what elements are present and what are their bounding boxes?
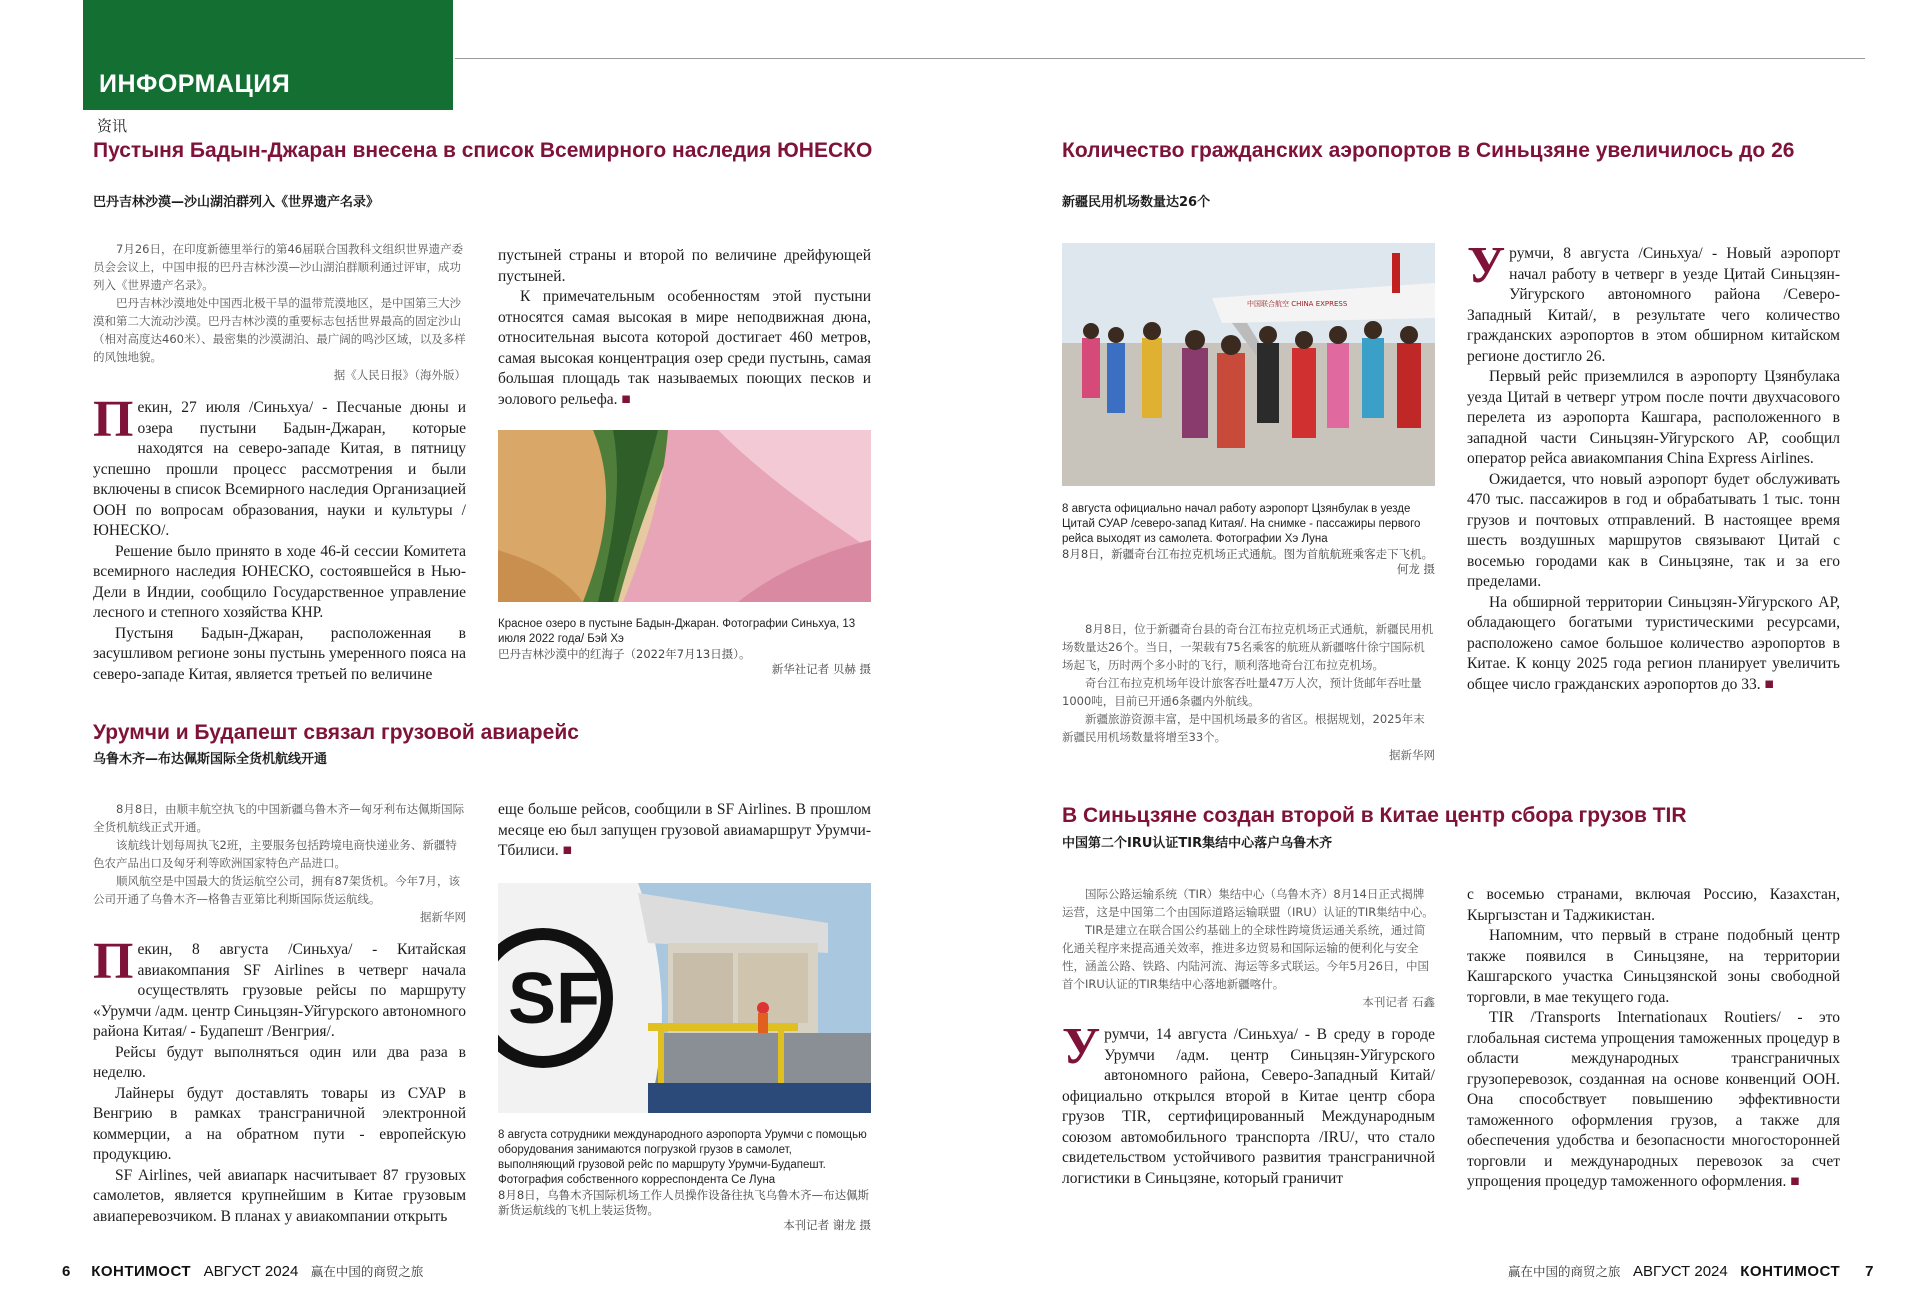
article2-ru-p1-text: екин, 8 августа /Синьхуа/ - Китайская авиакомпания SF Airlines в четверг начала осуществлять грузовые рейсы по маршруту «Урумчи /адм. центр Синьцзян-Уйгурского автономного района Китая/ - Будапешт /Венгрия/. — [93, 941, 466, 1040]
article1-caption-cn: 巴丹吉林沙漠中的红海子（2022年7月13日摄）。 — [498, 647, 751, 661]
slogan-cn-right: 赢在中国的商贸之旅 — [1508, 1264, 1621, 1279]
article3-ru-p4 — [1467, 593, 1840, 696]
article3-headline: Количество гражданских аэропортов в Синьцзяне увеличилось до 26 — [1062, 139, 1795, 162]
issue-date-right: АВГУСТ 2024 — [1633, 1263, 1728, 1280]
article3-caption-cn: 8月8日，新疆奇台江布拉克机场正式通航。图为首航航班乘客走下飞机。 — [1062, 547, 1434, 561]
article2-ru-p1 — [93, 933, 466, 1043]
article3-caption-ru: 8 августа официально начал работу аэропорт Цзянбулак в уезде Цитай СУАР /северо-запад Китая/. На снимке - пассажиры первого рейса выходят из самолета. Фотографии Хэ Луна — [1062, 503, 1421, 545]
article1-ru-p4-text: К примечательным особенностям этой пустыни относятся самая высокая в мире неподвижная дюна, относительная высота которой достигает 460 метров, самая высокая концентрация озер среди пустынь, самая большая площадь так называемых поющих песков и эолового рельефа. — [498, 288, 871, 408]
article3-cn-credit: 据新华网 — [1389, 748, 1435, 762]
article1-ru-p4 — [498, 287, 871, 410]
article1-ru-p3-cont: пустыней страны и второй по величине дрейфующей пустыней. — [498, 247, 871, 285]
article3-ru-p3: Ожидается, что новый аэропорт будет обслуживать 470 тыс. пассажиров в год и обрабатывать 1 тыс. тонн грузов и почтовых отправлений. В настоящее время шесть воздушных маршрутов связывают Цитай с восемью городами как в Синьцзяне, так и за его пределами. — [1467, 470, 1840, 590]
plane-livery-text: 中国联合航空 CHINA EXPRESS — [1247, 300, 1348, 308]
article4-ru-p3 — [1467, 1008, 1840, 1193]
article2-photo-cargo — [498, 883, 871, 1113]
article1-ru-p1 — [93, 391, 466, 542]
article1-ru-p2: Решение было принято в ходе 46-й сессии Комитета всемирного наследия ЮНЕСКО, состоявшейся в Нью-Дели в Индии, сообщило Государственное управление лесного и степного хозяйства КНР. — [93, 542, 466, 621]
airport-image — [1062, 243, 1435, 486]
article3-cn-p2: 奇台江布拉克机场年设计旅客吞吐量47万人次，预计货邮年吞吐量1000吨，目前已开通6条疆内外航线。 — [1062, 676, 1422, 708]
article2-caption-ru: 8 августа сотрудники международного аэропорта Урумчи с помощью оборудования занимаются погрузкой грузов в самолет, выполняющий грузовой рейс по маршруту Урумчи-Будапешт. Фотография собственного корреспондента Се Луна — [498, 1129, 867, 1186]
top-rule — [455, 58, 1865, 59]
issue-date: АВГУСТ 2024 — [203, 1263, 299, 1280]
article4-dropcap: У — [1062, 1018, 1101, 1075]
article2-cn-p3: 顺风航空是中国最大的货运航空公司，拥有87架货机。今年7月，该公司开通了乌鲁木齐—格鲁吉亚第比利斯国际货运航线。 — [93, 874, 460, 906]
article3-photo-caption — [1062, 502, 1435, 577]
article2-ru-p4-cont — [498, 800, 871, 862]
article4-end-mark: ■ — [1790, 1173, 1800, 1190]
article3-col1 — [1062, 620, 1435, 764]
article3-photo-airport — [1062, 243, 1435, 486]
article4-cn-p2: TIR是建立在联合国公约基础上的全球性跨境货运通关系统，通过简化通关程序来提高通关效率，推进多边贸易和国际运输的便利化与安全性，涵盖公路、铁路、内陆河流、海运等多式联运。今年5月26日，中国首个IRU认证的TIR集结中心落地新疆喀什。 — [1062, 923, 1429, 991]
article4-ru-p1-cont: с восемью странами, включая Россию, Казахстан, Кыргызстан и Таджикистан. — [1467, 886, 1840, 924]
article3-subhead-cn: 新疆民用机场数量达26个 — [1062, 195, 1211, 210]
article3-col2 — [1467, 237, 1840, 695]
article3-photo-credit: 何龙 摄 — [1396, 562, 1435, 576]
right-page — [960, 0, 1920, 1303]
article1-col1 — [93, 240, 466, 685]
article1-photo-red-lake — [498, 430, 871, 602]
left-page-number: 6 — [62, 1263, 71, 1280]
article1-subhead-cn: 巴丹吉林沙漠—沙山湖泊群列入《世界遗产名录》 — [93, 195, 380, 210]
article1-photo-credit: 新华社记者 贝赫 摄 — [771, 662, 871, 676]
article3-end-mark: ■ — [1764, 675, 1774, 693]
sf-logo-text: SF — [508, 959, 601, 1039]
magazine-name-right: КОНТИМОСТ — [1740, 1263, 1841, 1280]
article3-ru-p1 — [1467, 237, 1840, 367]
article4-ru-p2: Напомним, что первый в стране подобный центр также появился в Синьцзяне, на территории Кашгарского участка Синьцзянской зоны свободной торговли, в мае текущего года. — [1467, 927, 1840, 1006]
article2-ru-p3: Лайнеры будут доставлять товары из СУАР в Венгрию в рамках трансграничной электронной коммерции, а на обратном пути - европейскую продукцию. — [93, 1084, 466, 1163]
article2-caption-cn: 8月8日，乌鲁木齐国际机场工作人员操作设备往执飞乌鲁木齐—布达佩斯新货运航线的飞机上装运货物。 — [498, 1188, 870, 1217]
article1-end-mark: ■ — [621, 390, 631, 408]
article3-cn-p3: 新疆旅游资源丰富，是中国机场最多的省区。根据规划，2025年末新疆民用机场数量将增至33个。 — [1062, 712, 1425, 744]
article2-ru-p4-cont-text: еще больше рейсов, сообщили в SF Airlines. В прошлом месяце ею был запущен грузовой авиамаршрут Урумчи-Тбилиси. — [498, 801, 871, 859]
red-lake-image — [498, 430, 871, 602]
footer-left — [62, 1262, 423, 1280]
article4-ru-p1 — [1062, 1018, 1435, 1189]
article2-subhead-cn: 乌鲁木齐—布达佩斯国际全货机航线开通 — [93, 752, 328, 767]
article1-dropcap: П — [93, 391, 134, 448]
right-page-number: 7 — [1865, 1263, 1874, 1280]
article2-cn-p1: 8月8日，由顺丰航空执飞的中国新疆乌鲁木齐—匈牙利布达佩斯国际全货机航线正式开通。 — [93, 802, 465, 834]
article1-ru-p1-text: екин, 27 июля /Синьхуа/ - Песчаные дюны и озера пустыни Бадын-Джаран, которые находятся на северо-западе Китая, в пятницу успешно прошли процесс рассмотрения и были включены в список Всемирного наследия Организацией ООН по вопросам образования, науки и культуры /ЮНЕСКО/. — [93, 399, 466, 539]
article3-cn-p1: 8月8日，位于新疆奇台县的奇台江布拉克机场正式通航，新疆民用机场数量达26个。当日，一架载有75名乘客的航班从新疆喀什徐宁国际机场起飞，历时两个多小时的飞行，顺利落地奇台江布拉克机场。 — [1062, 622, 1434, 672]
article4-subhead-cn: 中国第二个IRU认证TIR集结中心落户乌鲁木齐 — [1062, 836, 1333, 851]
article1-photo-caption — [498, 617, 871, 677]
article1-ru-p3: Пустыня Бадын-Джаран, расположенная в засушливом регионе зоны пустынь умеренного пояса на северо-западе Китая, является третьей по величине — [93, 624, 466, 683]
article2-ru-p2: Рейсы будут выполняться один или два раза в неделю. — [93, 1043, 466, 1081]
slogan-cn: 赢在中国的商贸之旅 — [310, 1264, 424, 1279]
article4-col1 — [1062, 885, 1435, 1189]
article1-cn-p2: 巴丹吉林沙漠地处中国西北极干旱的温带荒漠地区，是中国第三大沙漠和第二大流动沙漠。巴丹吉林沙漠的重要标志包括世界最高的固定沙山（相对高度达460米）、最密集的沙漠湖泊、最广阔的鸣沙区域，以及多样的风蚀地貌。 — [93, 296, 466, 364]
article1-cn-credit: 据《人民日报》（海外版） — [333, 368, 466, 382]
article4-cn-p1: 国际公路运输系统（TIR）集结中心（乌鲁木齐）8月14日正式揭牌运营，这是中国第二个由国际道路运输联盟（IRU）认证的TIR集结中心。 — [1062, 887, 1434, 919]
article1-cn-p1: 7月26日，在印度新德里举行的第46届联合国教科文组织世界遗产委员会会议上，中国申报的巴丹吉林沙漠—沙山湖泊群顺利通过评审，成功列入《世界遗产名录》。 — [93, 242, 464, 292]
article2-ru-p4: SF Airlines, чей авиапарк насчитывает 87 грузовых самолетов, является крупнейшим в Китае грузовым авиаперевозчиком. В планах у авиакомпании открыть — [93, 1166, 466, 1225]
footer-right — [1508, 1262, 1874, 1280]
article2-col2 — [498, 800, 871, 862]
article1-caption-ru: Красное озеро в пустыне Бадын-Джаран. Фотографии Синьхуа, 13 июля 2022 года/ Бэй Хэ — [498, 618, 856, 645]
article3-dropcap: У — [1467, 237, 1506, 294]
article2-col1 — [93, 800, 466, 1227]
article4-ru-p1-text: румчи, 14 августа /Синьхуа/ - В среду в городе Урумчи /адм. центр Синьцзян-Уйгурского автономного района, Северо-Западный Китай/ официально открылся второй в Китае центр сбора грузов TIR, сертифицированный Международным союзом автомобильного транспорта /IRU/, что стало свидетельством устойчивого развития трансграничной логистики в Синьцзяне, который граничит — [1062, 1026, 1435, 1187]
article2-cn-credit: 据新华网 — [420, 910, 466, 924]
section-title-bar: ИНФОРМАЦИЯ — [83, 0, 453, 110]
article4-ru-p3-text: TIR /Transports Internationaux Routiers/ - это глобальная система упрощения таможенных процедур в области международных трансграничных грузоперевозок, созданная на основе конвенций ООН. Она способствует повышению эффективности таможенного оформления грузов, а также для обеспечения удобства и безопасности многосторонней торговли и международных перевозок за счет упрощения процедур таможенного оформления. — [1467, 1009, 1840, 1190]
section-subtitle-cn: 资讯 — [97, 117, 128, 135]
article3-ru-p2: Первый рейс приземлился в аэропорту Цзянбулака уезда Цитай в четверг утром после почти двухчасового перелета из аэропорта Кашгара, расположенного в западной части Синьцзян-Уйгурского АР, сообщил оператор рейса авиакомпания China Express Airlines. — [1467, 368, 1840, 467]
article4-headline: В Синьцзяне создан второй в Китае центр сбора грузов TIR — [1062, 804, 1687, 827]
article4-cn-credit: 本刊记者 石鑫 — [1362, 995, 1435, 1009]
article4-col2 — [1467, 885, 1840, 1193]
article3-ru-p4-text: На обширной территории Синьцзян-Уйгурского АР, обладающего богатыми туристическими ресурсами, расположено самое большое количество аэропортов в Китае. К концу 2025 года регион планирует увеличить общее число гражданских аэропортов до 33. — [1467, 593, 1840, 693]
cargo-plane-image — [498, 883, 871, 1113]
article1-col2 — [498, 246, 871, 410]
article2-headline: Урумчи и Будапешт связал грузовой авиарейс — [93, 721, 579, 744]
article2-dropcap: П — [93, 933, 134, 990]
article2-end-mark: ■ — [562, 842, 572, 859]
article3-ru-p1-text: румчи, 8 августа /Синьхуа/ - Новый аэропорт начал работу в четверг в уезде Цитай Синьцзян-Уйгурского автономного района /Северо-Западный Китай/, в результате чего количество гражданских аэропортов в этом обширном китайском регионе достигло 26. — [1467, 245, 1840, 365]
article2-photo-caption — [498, 1128, 871, 1233]
article2-cn-p2: 该航线计划每周执飞2班，主要服务包括跨境电商快递业务、新疆特色农产品出口及匈牙利等欧洲国家特色产品进口。 — [93, 838, 457, 870]
article2-photo-credit: 本刊记者 谢龙 摄 — [783, 1218, 871, 1232]
magazine-name: КОНТИМОСТ — [91, 1263, 192, 1280]
article1-headline: Пустыня Бадын-Джаран внесена в список Всемирного наследия ЮНЕСКО — [93, 139, 873, 162]
